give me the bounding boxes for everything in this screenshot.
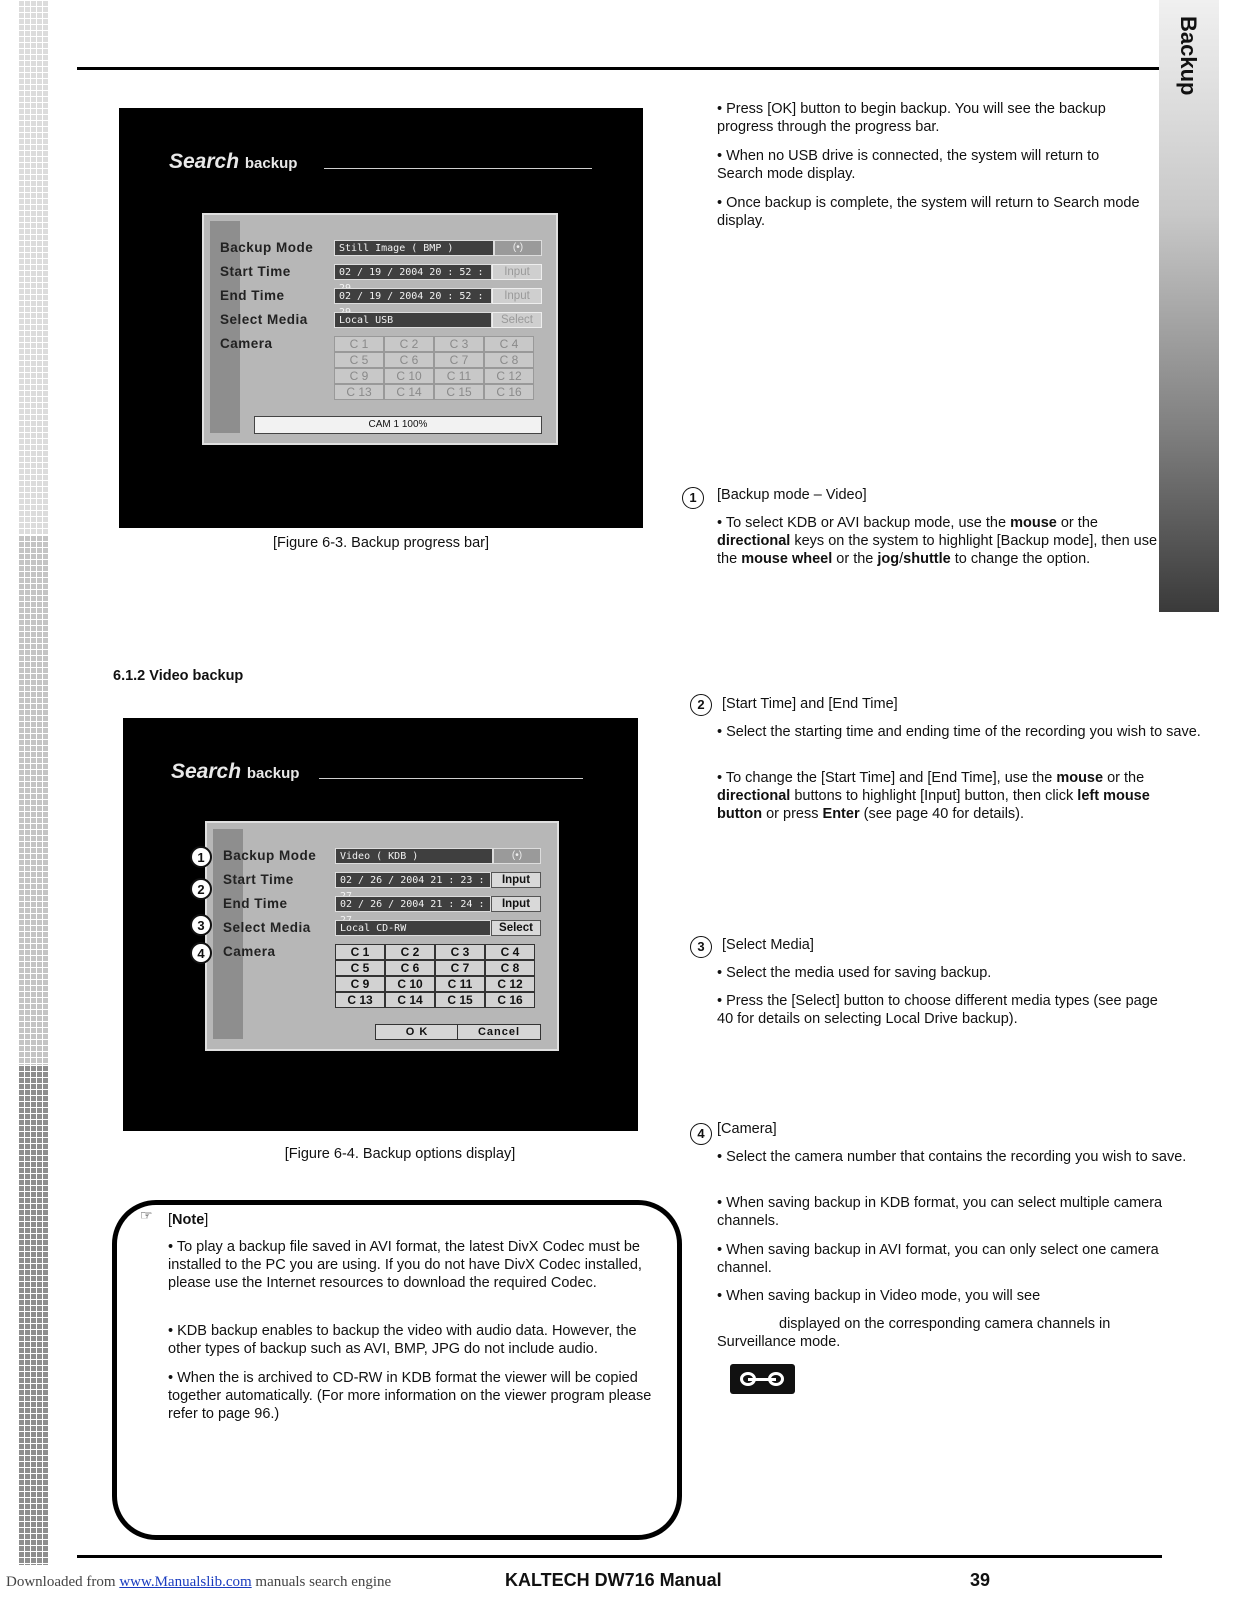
paragraph: • KDB backup enables to backup the video with audio data. However, the other types of backup such as AVI, BMP, JPG do not include audio. <box>168 1323 637 1357</box>
paragraph: • When the is archived to CD-RW in KDB format the viewer will be copied together automatically. (For more information on the viewer program please refer to page 96.) <box>168 1370 652 1422</box>
camera-button[interactable]: C 5 <box>335 960 385 976</box>
note-title: [Note] <box>168 1212 209 1228</box>
paragraph: • When saving backup in Video mode, you will see <box>717 1288 1041 1304</box>
marker-3: 3 <box>190 914 212 936</box>
camera-label: Camera <box>223 944 276 959</box>
camera-button[interactable]: C 1 <box>334 336 384 352</box>
select-media-field[interactable]: Local CD-RW <box>335 920 491 936</box>
pointing-hand-icon: ☞ <box>140 1207 153 1223</box>
cancel-button[interactable]: Cancel <box>457 1024 541 1040</box>
tape-recording-icon <box>730 1364 795 1394</box>
camera-label: Camera <box>220 336 273 351</box>
camera-button[interactable]: C 8 <box>484 352 534 368</box>
camera-button[interactable]: C 14 <box>385 992 435 1008</box>
margin-pattern-bottom <box>18 1065 48 1565</box>
backup-panel <box>205 821 559 1051</box>
camera-button[interactable]: C 2 <box>384 336 434 352</box>
select-media-button[interactable]: Select <box>492 312 542 328</box>
section-heading: 6.1.2 Video backup <box>113 668 244 684</box>
camera-button[interactable]: C 15 <box>435 992 485 1008</box>
item-number-4: 4 <box>690 1123 712 1145</box>
ok-button[interactable]: O K <box>375 1024 459 1040</box>
download-note: Downloaded from www.Manualslib.com manuals search engine <box>6 1574 392 1590</box>
end-time-field[interactable]: 02 / 26 / 2004 21 : 24 : <box>335 896 491 912</box>
start-time-label: Start Time <box>220 264 291 279</box>
item-title: [Camera] <box>717 1121 777 1137</box>
margin-pattern-middle <box>18 535 48 1065</box>
screen-title: Search backup <box>171 760 300 783</box>
camera-button[interactable]: C 6 <box>384 352 434 368</box>
camera-button[interactable]: C 9 <box>334 368 384 384</box>
item-title: [Select Media] <box>722 937 814 953</box>
margin-pattern-top <box>18 0 48 535</box>
camera-button[interactable]: C 16 <box>485 992 535 1008</box>
select-media-button[interactable]: Select <box>491 920 541 936</box>
figure-6-3-screen <box>119 108 643 528</box>
camera-button[interactable]: C 15 <box>434 384 484 400</box>
backup-mode-field[interactable]: Still Image ( BMP ) <box>334 240 494 256</box>
backup-mode-field[interactable]: Video ( KDB ) <box>335 848 493 864</box>
manual-title: KALTECH DW716 Manual <box>505 1570 722 1590</box>
camera-button[interactable]: C 2 <box>385 944 435 960</box>
camera-button[interactable]: C 11 <box>434 368 484 384</box>
camera-button[interactable]: C 7 <box>434 352 484 368</box>
camera-button[interactable]: C 3 <box>435 944 485 960</box>
figure-6-3-caption: [Figure 6-3. Backup progress bar] <box>273 535 489 551</box>
start-time-field[interactable]: 02 / 19 / 2004 20 : 52 : <box>334 264 492 280</box>
paragraph: • Press the [Select] button to choose different media types (see page 40 for details on selecting Local Drive backup). <box>717 993 1158 1027</box>
camera-button[interactable]: C 4 <box>485 944 535 960</box>
camera-button[interactable]: C 9 <box>335 976 385 992</box>
paragraph: • To play a backup file saved in AVI format, the latest DivX Codec must be installed to the PC you are using. If you do not have DivX Codec installed, please use the Internet resources to download the required Codec. <box>168 1239 642 1291</box>
end-time-field[interactable]: 02 / 19 / 2004 20 : 52 : <box>334 288 492 304</box>
backup-panel <box>202 213 558 445</box>
title-underline <box>324 168 592 169</box>
header-rule <box>77 67 1162 70</box>
paragraph: • Press [OK] button to begin backup. You will see the backup progress through the progress bar. <box>717 101 1106 135</box>
paragraph: • Select the camera number that contains the recording you wish to save. <box>717 1149 1187 1165</box>
camera-grid <box>335 944 535 1008</box>
camera-button[interactable]: C 11 <box>435 976 485 992</box>
page-number: 39 <box>970 1570 991 1590</box>
marker-4: 4 <box>190 942 212 964</box>
camera-grid <box>334 336 534 400</box>
backup-mode-toggle[interactable]: (•) <box>493 848 541 864</box>
backup-mode-toggle[interactable]: (•) <box>494 240 542 256</box>
section-tab <box>1159 0 1219 612</box>
camera-button[interactable]: C 5 <box>334 352 384 368</box>
section-tab-label: Backup <box>1176 16 1201 96</box>
paragraph: • When no USB drive is connected, the system will return to Search mode display. <box>717 148 1100 182</box>
camera-button[interactable]: C 14 <box>384 384 434 400</box>
camera-button[interactable]: C 12 <box>485 976 535 992</box>
camera-button[interactable]: C 3 <box>434 336 484 352</box>
camera-button[interactable]: C 7 <box>435 960 485 976</box>
end-time-input-button[interactable]: Input <box>492 288 542 304</box>
camera-button[interactable]: C 4 <box>484 336 534 352</box>
start-time-label: Start Time <box>223 872 294 887</box>
item-number-1: 1 <box>682 487 704 509</box>
camera-button[interactable]: C 10 <box>384 368 434 384</box>
paragraph: • Select the starting time and ending time of the recording you wish to save. <box>717 724 1201 740</box>
start-time-input-button[interactable]: Input <box>492 264 542 280</box>
camera-button[interactable]: C 13 <box>335 992 385 1008</box>
select-media-label: Select Media <box>223 920 311 935</box>
end-time-label: End Time <box>223 896 288 911</box>
paragraph: • When saving backup in KDB format, you can select multiple camera channels. <box>717 1195 1163 1229</box>
end-time-input-button[interactable]: Input <box>491 896 541 912</box>
paragraph: • When saving backup in AVI format, you can only select one camera channel. <box>717 1242 1159 1276</box>
paragraph: • Select the media used for saving backup. <box>717 965 992 981</box>
camera-button[interactable]: C 8 <box>485 960 535 976</box>
camera-button[interactable]: C 12 <box>484 368 534 384</box>
item-title: [Start Time] and [End Time] <box>722 696 898 712</box>
footer-rule <box>77 1555 1162 1558</box>
item-number-2: 2 <box>690 694 712 716</box>
paragraph: displayed on the corresponding camera channels in Surveillance mode. <box>717 1316 1111 1350</box>
backup-mode-label: Backup Mode <box>223 848 317 863</box>
manualslib-link[interactable]: www.Manualslib.com <box>119 1574 252 1590</box>
select-media-field[interactable]: Local USB <box>334 312 492 328</box>
backup-progress-bar: CAM 1 100% <box>254 416 542 434</box>
camera-button[interactable]: C 16 <box>484 384 534 400</box>
backup-mode-label: Backup Mode <box>220 240 314 255</box>
screen-title: Search backup <box>169 150 298 173</box>
marker-1: 1 <box>190 846 212 868</box>
figure-6-4-caption: [Figure 6-4. Backup options display] <box>284 1146 516 1162</box>
camera-button[interactable]: C 1 <box>335 944 385 960</box>
select-media-label: Select Media <box>220 312 308 327</box>
camera-button[interactable]: C 6 <box>385 960 435 976</box>
paragraph: • To select KDB or AVI backup mode, use the mouse or the directional keys on the system to highlight [Backup mode], then use the mouse wheel or the jog/shuttle to change the option. <box>717 515 1158 567</box>
start-time-input-button[interactable]: Input <box>491 872 541 888</box>
camera-button[interactable]: C 10 <box>385 976 435 992</box>
camera-button[interactable]: C 13 <box>334 384 384 400</box>
paragraph: • To change the [Start Time] and [End Time], use the mouse or the directional buttons to highlight [Input] button, then click left mouse button or press Enter (see page 40 for details). <box>717 770 1150 822</box>
paragraph: • Once backup is complete, the system will return to Search mode display. <box>717 195 1140 229</box>
item-title: [Backup mode – Video] <box>717 487 867 503</box>
item-number-3: 3 <box>690 936 712 958</box>
start-time-field[interactable]: 02 / 26 / 2004 21 : 23 : <box>335 872 491 888</box>
end-time-label: End Time <box>220 288 285 303</box>
title-underline <box>319 778 583 779</box>
marker-2: 2 <box>190 878 212 900</box>
